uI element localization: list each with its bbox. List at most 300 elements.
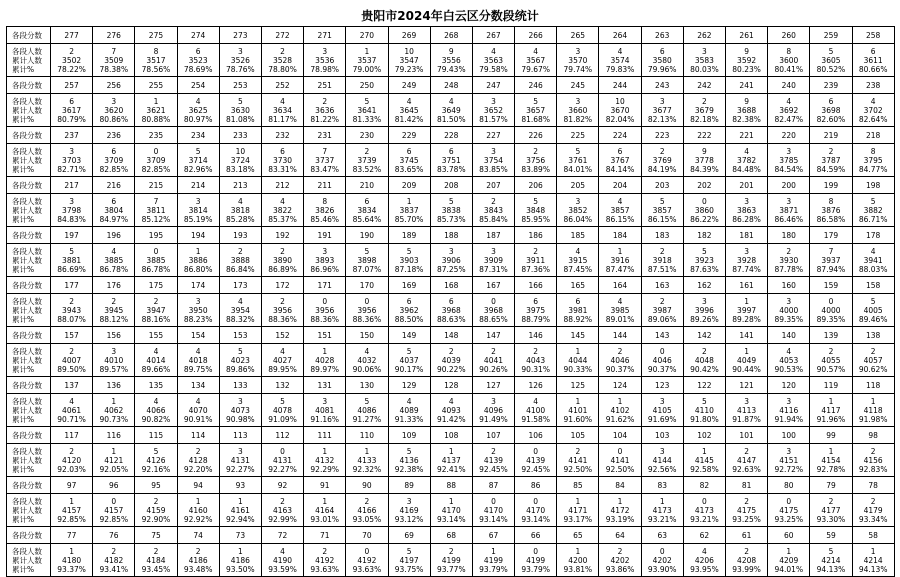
score-cell: 229 [388,127,430,144]
stats-cell [599,94,641,127]
count-value: 1 [828,446,834,456]
score-cell: 102 [683,427,725,444]
score-cell: 181 [726,227,768,244]
percent-value: 92.85% [99,514,129,524]
score-cell: 239 [810,77,852,94]
percent-value: 93.99% [732,564,761,574]
count-value: 5 [280,396,285,406]
score-row-label: 各段分数 [7,77,51,94]
percent-value: 88.07% [57,314,86,324]
score-cell: 162 [683,277,725,294]
percent-value: 87.18% [394,264,424,274]
score-cell: 119 [810,377,852,394]
stats-cell [135,344,177,377]
stats-cell [430,144,472,177]
percent-value: 93.14% [521,514,550,524]
cumulative-value: 3563 [483,55,504,65]
cumulative-value: 3876 [821,205,841,215]
cumulative-value: 4156 [863,455,883,465]
count-value: 2 [617,346,623,356]
cumulative-value: 4023 [230,355,250,365]
cumulative-value: 3852 [568,205,588,215]
stats-cell [93,444,135,477]
stats-cell [261,194,303,227]
cumulative-value: 3893 [315,255,335,265]
cumulative-value: 3698 [821,105,841,115]
score-row [7,177,895,194]
percent-value: 90.44% [732,364,761,374]
percent-value: 92.92% [183,514,213,524]
cumulative-value: 4027 [272,355,293,365]
stats-cell [726,344,768,377]
count-label: 各段人数 [12,446,42,456]
percent-value: 86.78% [99,264,129,274]
score-cell: 163 [641,277,683,294]
stats-cell [557,494,599,527]
percent-value: 84.54% [774,164,804,174]
count-value: 4 [617,46,623,56]
count-value: 3 [111,96,117,106]
cumulative-value: 3677 [652,105,672,115]
percent-value: 90.22% [436,364,466,374]
cumulative-value: 3997 [737,305,757,315]
percent-value: 91.49% [479,414,508,424]
stats-cell [51,144,93,177]
cumulative-value: 4089 [399,405,419,415]
cumulative-value: 3843 [483,205,504,215]
stats-cell [515,194,557,227]
score-cell: 271 [304,27,346,44]
percent-value: 89.26% [690,314,719,324]
count-value: 2 [617,546,623,556]
count-value: 2 [828,146,834,156]
count-value: 2 [153,546,159,556]
score-cell: 70 [346,527,388,544]
count-label: 各段人数 [12,496,42,506]
score-cell: 86 [515,477,557,494]
count-value: 3 [659,396,665,406]
stats-cell [515,544,557,577]
score-cell: 117 [51,427,93,444]
percent-value: 82.04% [605,114,635,124]
score-cell: 277 [51,27,93,44]
cumulative-value: 3930 [779,255,799,265]
score-cell: 196 [93,227,135,244]
percent-value: 90.06% [352,364,382,374]
stats-cell [683,294,725,327]
count-value: 2 [870,496,876,506]
stats-cell [261,94,303,127]
stats-cell [177,294,219,327]
count-value: 1 [448,446,454,456]
count-value: 4 [702,546,707,556]
score-cell: 235 [135,127,177,144]
cumulative-value: 3787 [821,155,841,165]
percent-value: 93.19% [605,514,635,524]
score-cell: 231 [304,127,346,144]
cumulative-value: 4199 [483,555,504,565]
stats-row-labels [7,94,51,127]
stats-row [7,294,895,327]
cumulative-value: 3818 [230,205,250,215]
stats-cell [219,544,261,577]
score-cell: 218 [852,127,894,144]
count-value: 5 [237,96,243,106]
percent-label: 累计% [12,314,35,324]
count-value: 2 [702,346,707,356]
stats-cell [641,244,683,277]
count-value: 1 [575,346,581,356]
score-cell: 118 [852,377,894,394]
stats-cell [472,194,514,227]
cumulative-value: 3502 [62,55,82,65]
percent-value: 93.48% [183,564,213,574]
stats-cell [768,44,810,77]
cumulative-value: 3834 [357,205,377,215]
cumulative-value: 4070 [188,405,208,415]
cumulative-value: 3923 [694,255,714,265]
count-value: 2 [111,296,117,306]
count-value: 1 [491,546,496,556]
stats-cell [768,244,810,277]
score-cell: 258 [852,27,894,44]
percent-value: 91.42% [436,414,466,424]
percent-value: 85.73% [436,214,466,224]
stats-cell [472,344,514,377]
score-cell: 87 [472,477,514,494]
percent-value: 81.08% [226,114,255,124]
percent-value: 86.89% [268,264,297,274]
cumulative-value: 4214 [863,555,883,565]
cumulative-label: 累计人数 [12,55,42,65]
score-cell: 275 [135,27,177,44]
stats-cell [472,494,514,527]
percent-value: 84.14% [605,164,635,174]
score-cell: 120 [768,377,810,394]
cumulative-value: 3737 [315,155,335,165]
cumulative-value: 3956 [357,305,377,315]
score-cell: 127 [472,377,514,394]
cumulative-value: 3702 [863,105,883,115]
count-value: 0 [786,496,792,506]
stats-cell [93,494,135,527]
stats-cell [472,144,514,177]
count-value: 0 [659,546,665,556]
score-cell: 203 [641,177,683,194]
percent-value: 92.38% [394,464,424,474]
stats-cell [515,444,557,477]
score-cell: 192 [261,227,303,244]
cumulative-value: 4175 [779,505,799,515]
count-value: 1 [870,396,876,406]
stats-cell [768,294,810,327]
cumulative-value: 3903 [399,255,419,265]
count-value: 8 [786,46,792,56]
cumulative-value: 3956 [315,305,335,315]
stats-cell [177,494,219,527]
count-value: 3 [786,196,792,206]
count-value: 2 [69,446,74,456]
stats-cell [683,144,725,177]
stats-cell [557,444,599,477]
cumulative-value: 4214 [821,555,841,565]
score-cell: 82 [683,477,725,494]
cumulative-value: 3822 [272,205,293,215]
score-cell: 209 [388,177,430,194]
score-cell: 64 [599,527,641,544]
stats-cell [641,344,683,377]
stats-cell [852,194,894,227]
score-cell: 263 [641,27,683,44]
cumulative-value: 4120 [62,455,82,465]
count-value: 4 [786,96,792,106]
stats-cell [810,194,852,227]
score-cell: 155 [135,327,177,344]
score-cell: 160 [768,277,810,294]
score-cell: 139 [810,327,852,344]
stats-cell [599,394,641,427]
count-value: 3 [575,46,581,56]
score-cell: 161 [726,277,768,294]
count-value: 4 [195,346,201,356]
stats-cell [810,144,852,177]
percent-value: 78.80% [268,64,297,74]
stats-cell [304,494,346,527]
percent-value: 91.09% [268,414,297,424]
stats-cell [641,444,683,477]
cumulative-value: 3857 [610,205,630,215]
cumulative-value: 4133 [357,455,377,465]
percent-value: 93.41% [99,564,129,574]
count-value: 2 [322,96,328,106]
page-title: 贵阳市2024年白云区分数段统计 [361,9,539,23]
cumulative-value: 4018 [188,355,208,365]
count-value: 4 [195,96,201,106]
cumulative-value: 3751 [441,155,461,165]
score-cell: 273 [219,27,261,44]
stats-cell [852,244,894,277]
count-value: 7 [322,146,328,156]
percent-value: 80.79% [57,114,86,124]
stats-cell [388,294,430,327]
percent-value: 93.14% [436,514,466,524]
count-value: 3 [69,196,74,206]
cumulative-value: 4053 [779,355,799,365]
percent-value: 87.25% [436,264,466,274]
count-value: 3 [406,496,412,506]
percent-value: 93.86% [605,564,635,574]
score-cell: 121 [726,377,768,394]
score-cell: 255 [135,77,177,94]
score-cell: 65 [557,527,599,544]
score-cell: 80 [768,477,810,494]
cumulative-value: 3574 [610,55,630,65]
count-value: 3 [491,396,496,406]
stats-cell [726,44,768,77]
count-value: 3 [575,96,581,106]
cumulative-value: 4061 [62,405,82,415]
percent-value: 79.43% [436,64,466,74]
score-cell: 147 [472,327,514,344]
score-cell: 221 [726,127,768,144]
percent-value: 80.52% [816,64,846,74]
score-cell: 222 [683,127,725,144]
cumulative-value: 4157 [62,505,82,515]
stats-cell [599,494,641,527]
count-value: 1 [617,496,623,506]
count-value: 2 [491,346,496,356]
count-value: 6 [406,146,412,156]
cumulative-value: 4136 [399,455,419,465]
percent-value: 91.16% [310,414,340,424]
score-cell: 272 [261,27,303,44]
percent-label: 累计% [12,364,35,374]
score-cell: 232 [261,127,303,144]
percent-value: 92.63% [732,464,761,474]
score-row-label: 各段分数 [7,427,51,444]
cumulative-value: 4081 [315,405,335,415]
cumulative-value: 3692 [779,105,799,115]
score-cell: 124 [599,377,641,394]
score-cell: 269 [388,27,430,44]
count-value: 4 [280,546,285,556]
stats-cell [261,144,303,177]
cumulative-value: 3509 [104,55,124,65]
cumulative-value: 3611 [863,55,883,65]
count-value: 1 [111,396,117,406]
cumulative-value: 3962 [399,305,419,315]
cumulative-value: 3617 [62,105,82,115]
percent-value: 82.60% [816,114,846,124]
score-cell: 237 [51,127,93,144]
score-cell: 187 [472,227,514,244]
percent-value: 93.12% [394,514,424,524]
stats-cell [726,294,768,327]
count-value: 7 [828,246,834,256]
stats-cell [430,494,472,527]
cumulative-value: 3583 [694,55,714,65]
cumulative-value: 4139 [526,455,546,465]
score-cell: 207 [472,177,514,194]
score-cell: 76 [93,527,135,544]
cumulative-value: 3600 [779,55,799,65]
cumulative-value: 4049 [737,355,757,365]
stats-row-labels [7,544,51,577]
stats-row [7,494,895,527]
cumulative-value: 4043 [526,355,546,365]
percent-value: 82.71% [57,164,86,174]
score-cell: 84 [599,477,641,494]
percent-value: 87.51% [647,264,677,274]
percent-value: 78.98% [310,64,340,74]
count-value: 5 [448,196,454,206]
cumulative-value: 3621 [146,105,166,115]
stats-cell [810,94,852,127]
cumulative-value: 3517 [146,55,166,65]
cumulative-value: 3709 [104,155,124,165]
stats-cell [852,44,894,77]
score-cell: 245 [557,77,599,94]
percent-value: 80.03% [690,64,719,74]
score-cell: 265 [557,27,599,44]
score-cell: 136 [93,377,135,394]
percent-value: 88.32% [226,314,255,324]
cumulative-value: 4032 [357,355,377,365]
cumulative-value: 3837 [399,205,419,215]
stats-cell [726,94,768,127]
cumulative-label: 累计人数 [12,305,42,315]
stats-cell [599,344,641,377]
cumulative-value: 3860 [694,205,714,215]
stats-cell [93,94,135,127]
count-value: 2 [237,246,243,256]
stats-cell [515,94,557,127]
stats-cell [768,94,810,127]
cumulative-value: 3709 [146,155,166,165]
stats-row [7,344,895,377]
cumulative-value: 4118 [863,405,883,415]
count-value: 4 [237,296,243,306]
percent-value: 81.17% [268,114,297,124]
stats-cell [304,394,346,427]
stats-cell [304,44,346,77]
score-cell: 95 [135,477,177,494]
percent-value: 88.36% [268,314,297,324]
cumulative-value: 4101 [568,405,588,415]
score-cell: 133 [219,377,261,394]
count-value: 0 [491,296,496,306]
cumulative-value: 3947 [146,305,166,315]
cumulative-value: 4046 [652,355,672,365]
stats-cell [177,194,219,227]
count-value: 3 [744,396,749,406]
percent-value: 93.01% [310,514,340,524]
cumulative-value: 3782 [737,155,757,165]
percent-value: 92.45% [521,464,550,474]
percent-value: 92.05% [99,464,129,474]
percent-value: 86.96% [310,264,340,274]
cumulative-value: 3928 [737,255,757,265]
stats-cell [472,544,514,577]
stats-cell [346,144,388,177]
stats-cell [641,94,683,127]
score-cell: 254 [177,77,219,94]
score-cell: 226 [515,127,557,144]
stats-cell [177,94,219,127]
count-value: 8 [322,196,328,206]
score-cell: 69 [388,527,430,544]
score-cell: 126 [515,377,557,394]
score-cell: 125 [557,377,599,394]
count-value: 4 [69,396,74,406]
count-value: 4 [364,346,370,356]
count-value: 1 [322,446,328,456]
count-value: 5 [659,196,665,206]
count-value: 0 [617,446,623,456]
cumulative-value: 4161 [230,505,250,515]
score-cell: 66 [515,527,557,544]
score-cell: 134 [177,377,219,394]
stats-cell [768,444,810,477]
stats-cell [51,444,93,477]
score-cell: 201 [726,177,768,194]
percent-value: 90.57% [816,364,846,374]
score-cell: 89 [388,477,430,494]
count-value: 5 [406,246,412,256]
cumulative-value: 4132 [315,455,335,465]
count-value: 8 [870,146,876,156]
cumulative-value: 4128 [188,455,208,465]
